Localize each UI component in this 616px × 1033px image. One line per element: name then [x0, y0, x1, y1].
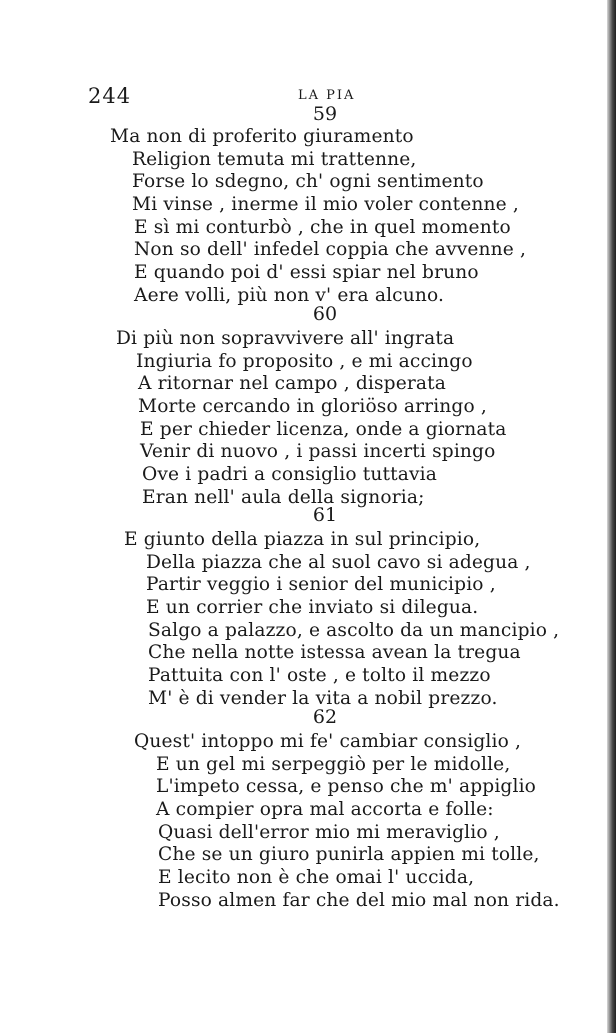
verse-line: Quest' intoppo mi fe' cambiar consiglio ,: [134, 731, 522, 752]
verse-line: Morte cercando in gloriöso arringo ,: [138, 396, 487, 418]
stanza-verse: [124, 529, 559, 711]
verse-line: M' è di vender la vita a nobil prezzo.: [148, 687, 498, 709]
stanza-verse: [134, 731, 560, 913]
verse-line: Aere volli, più non v' era alcuno.: [134, 284, 445, 306]
verse-line: Partir veggio i senior del municipio ,: [146, 574, 496, 596]
verse-line: E sì mi conturbò , che in quel momento: [134, 216, 511, 238]
verse-line: Non so dell' infedel coppia che avvenne ,: [134, 239, 527, 261]
verse-line: A ritornar nel campo , disperata: [138, 373, 447, 395]
stanza-verse: [110, 126, 526, 308]
verse-line: Ingiuria fo proposito , e mi accingo: [136, 350, 473, 372]
verse-line: Di più non sopravvivere all' ingrata: [116, 328, 455, 349]
verse-line: Eran nell' aula della signoria;: [142, 486, 425, 508]
verse-line: Che se un giuro punirla appien mi tolle,: [158, 844, 540, 866]
verse-line: E quando poi d' essi spiar nel bruno: [134, 262, 479, 284]
verse-line: E per chieder licenza, onde a giornata: [140, 418, 507, 440]
verse-line: E giunto della piazza in sul principio,: [124, 529, 481, 550]
verse-line: Che nella notte istessa avean la tregua: [148, 642, 521, 664]
verse-line: Quasi dell'error mio mi meraviglio ,: [158, 821, 500, 843]
verse-line: E un corrier che inviato si dilegua.: [146, 597, 479, 619]
verse-line: Pattuita con l' oste , e tolto il mezzo: [148, 665, 491, 687]
verse-line: Religion temuta mi trattenne,: [132, 148, 417, 170]
verse-line: Ove i padri a consiglio tuttavia: [142, 464, 437, 486]
verse-line: A compier opra mal accorta e folle:: [156, 799, 494, 821]
stanza-number: 61: [312, 504, 338, 526]
stanza-number: 60: [312, 303, 338, 325]
running-title: LA PIA: [298, 88, 356, 103]
verse-line: Salgo a palazzo, e ascolto da un mancipio ,: [148, 619, 560, 641]
verse-line: Venir di nuovo , i passi incerti spingo: [140, 441, 496, 463]
verse-line: E lecito non è che omai l' uccida,: [158, 867, 475, 889]
verse-line: Forse lo sdegno, ch' ogni sentimento: [132, 171, 484, 193]
stanza-verse: [116, 328, 506, 510]
stanza-number: 62: [312, 706, 338, 728]
page-number: 244: [88, 84, 132, 108]
verse-line: Posso almen far che del mio mal non rida.: [158, 889, 560, 911]
verse-line: Della piazza che al suol cavo si adegua ,: [146, 551, 531, 573]
verse-line: Ma non di proferito giuramento: [110, 126, 414, 147]
verse-line: Mi vinse , inerme il mio voler contenne ,: [132, 194, 519, 216]
page-binding-edge: [607, 0, 616, 1033]
stanza-number: 59: [312, 103, 338, 125]
verse-line: E un gel mi serpeggiò per le midolle,: [156, 753, 511, 775]
verse-line: L'impeto cessa, e penso che m' appiglio: [156, 776, 537, 798]
